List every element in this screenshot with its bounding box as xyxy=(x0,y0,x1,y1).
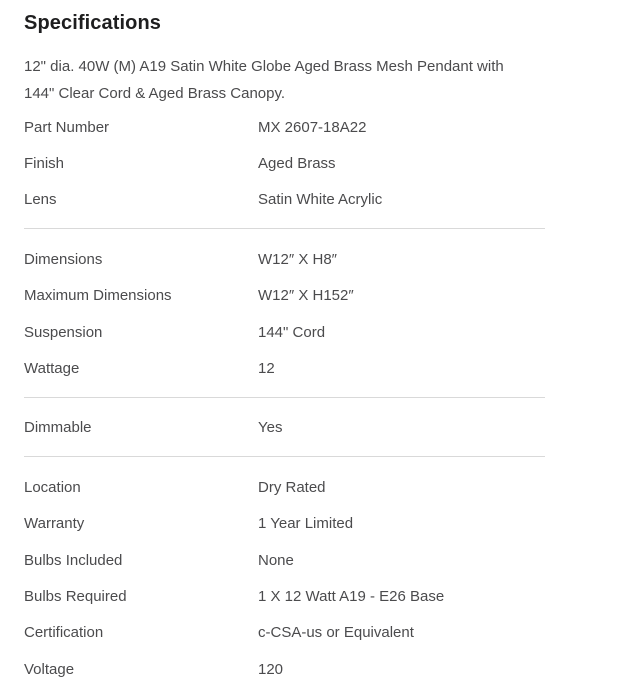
product-description-line: 144" Clear Cord & Aged Brass Canopy. xyxy=(24,85,286,102)
spec-row-maximum-dimensions xyxy=(24,278,545,314)
spec-label: Certification xyxy=(24,624,104,642)
spec-label: Location xyxy=(24,478,81,496)
spec-label: Bulbs Required xyxy=(24,587,127,605)
spec-group-dimensions xyxy=(24,241,545,387)
spec-row-finish xyxy=(24,145,545,181)
spec-row-warranty xyxy=(24,506,545,542)
spec-row-part-number xyxy=(24,109,545,145)
product-description-line: 12" dia. 40W (M) A19 Satin White Globe Aged Brass Mesh Pendant with xyxy=(24,58,504,75)
spec-label: Suspension xyxy=(24,323,103,341)
spec-label: Warranty xyxy=(24,515,85,533)
spec-label: Dimmable xyxy=(24,419,92,437)
spec-row-bulbs-required xyxy=(24,578,545,614)
spec-value: 1 X 12 Watt A19 - E26 Base xyxy=(258,587,445,605)
spec-value: 1 Year Limited xyxy=(258,515,354,533)
section-divider xyxy=(24,228,545,229)
product-description xyxy=(24,53,545,107)
spec-group-dimming xyxy=(24,410,545,446)
spec-label: Part Number xyxy=(24,118,110,136)
spec-value: Satin White Acrylic xyxy=(258,191,383,209)
spec-row-lens xyxy=(24,182,545,218)
spec-value: c-CSA-us or Equivalent xyxy=(258,624,414,642)
spec-row-suspension xyxy=(24,314,545,350)
spec-group-ratings xyxy=(24,469,545,687)
spec-label: Wattage xyxy=(24,360,80,378)
spec-label: Finish xyxy=(24,155,65,173)
spec-row-dimmable xyxy=(24,410,545,446)
spec-row-wattage xyxy=(24,350,545,386)
spec-value: MX 2607-18A22 xyxy=(258,118,367,136)
spec-table xyxy=(24,109,545,687)
spec-value: Dry Rated xyxy=(258,478,326,496)
spec-label: Voltage xyxy=(24,660,75,678)
spec-value: Aged Brass xyxy=(258,155,336,173)
spec-row-bulbs-included xyxy=(24,542,545,578)
spec-value: None xyxy=(258,551,294,569)
spec-label: Dimensions xyxy=(24,250,103,268)
spec-label: Lens xyxy=(24,191,57,209)
section-divider xyxy=(24,397,545,398)
spec-value: W12″ X H152″ xyxy=(258,287,354,305)
spec-row-location xyxy=(24,469,545,505)
spec-label: Maximum Dimensions xyxy=(24,287,172,305)
spec-value: W12″ X H8″ xyxy=(258,250,337,268)
spec-row-dimensions xyxy=(24,241,545,277)
spec-value: 120 xyxy=(258,660,284,678)
spec-value: Yes xyxy=(258,419,283,437)
spec-group-identity xyxy=(24,109,545,218)
page-title: Specifications xyxy=(24,12,161,34)
spec-value: 12 xyxy=(258,360,275,378)
specifications-content xyxy=(24,10,545,687)
spec-row-certification xyxy=(24,615,545,651)
spec-row-voltage xyxy=(24,651,545,687)
spec-value: 144" Cord xyxy=(258,323,326,341)
section-divider xyxy=(24,456,545,457)
spec-label: Bulbs Included xyxy=(24,551,123,569)
